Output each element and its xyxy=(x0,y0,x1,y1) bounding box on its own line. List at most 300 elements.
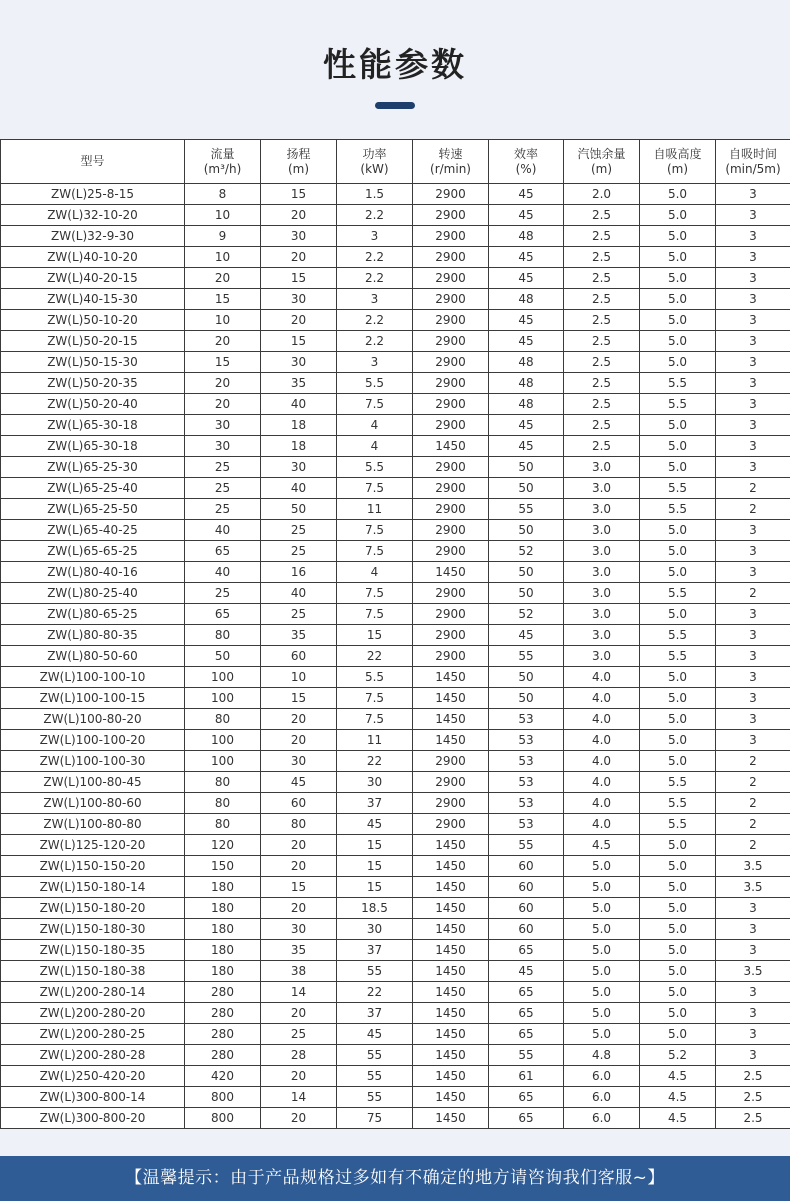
cell-flow: 15 xyxy=(185,352,261,373)
cell-suction-time: 2 xyxy=(716,478,790,499)
cell-suction-time: 3 xyxy=(716,373,790,394)
cell-efficiency: 65 xyxy=(489,1003,564,1024)
cell-model: ZW(L)200-280-20 xyxy=(1,1003,185,1024)
cell-power: 37 xyxy=(337,940,413,961)
cell-head: 30 xyxy=(261,289,337,310)
cell-model: ZW(L)65-25-40 xyxy=(1,478,185,499)
cell-power: 7.5 xyxy=(337,541,413,562)
cell-head: 20 xyxy=(261,205,337,226)
cell-head: 20 xyxy=(261,709,337,730)
cell-npsh: 4.0 xyxy=(564,751,640,772)
cell-suction-height: 4.5 xyxy=(640,1087,716,1108)
cell-speed: 2900 xyxy=(413,289,489,310)
cell-power: 55 xyxy=(337,1087,413,1108)
cell-npsh: 4.0 xyxy=(564,667,640,688)
cell-efficiency: 65 xyxy=(489,982,564,1003)
cell-flow: 180 xyxy=(185,961,261,982)
cell-flow: 280 xyxy=(185,1024,261,1045)
cell-suction-height: 5.5 xyxy=(640,814,716,835)
cell-suction-height: 4.5 xyxy=(640,1066,716,1087)
cell-head: 14 xyxy=(261,1087,337,1108)
table-row xyxy=(1,184,790,205)
cell-npsh: 6.0 xyxy=(564,1087,640,1108)
cell-suction-height: 5.0 xyxy=(640,268,716,289)
table-row xyxy=(1,919,790,940)
cell-efficiency: 55 xyxy=(489,1045,564,1066)
cell-speed: 2900 xyxy=(413,457,489,478)
cell-npsh: 3.0 xyxy=(564,646,640,667)
table-row xyxy=(1,1024,790,1045)
cell-npsh: 3.0 xyxy=(564,499,640,520)
cell-suction-height: 5.0 xyxy=(640,856,716,877)
cell-model: ZW(L)200-280-14 xyxy=(1,982,185,1003)
table-row xyxy=(1,982,790,1003)
cell-suction-time: 3 xyxy=(716,352,790,373)
cell-head: 20 xyxy=(261,1066,337,1087)
cell-head: 25 xyxy=(261,604,337,625)
cell-suction-height: 4.5 xyxy=(640,1108,716,1129)
cell-speed: 1450 xyxy=(413,1045,489,1066)
cell-power: 15 xyxy=(337,877,413,898)
cell-speed: 1450 xyxy=(413,898,489,919)
title-underline xyxy=(375,102,415,109)
header-flow: 流量 (m³/h) xyxy=(185,140,261,184)
cell-suction-time: 3 xyxy=(716,709,790,730)
cell-flow: 20 xyxy=(185,268,261,289)
cell-flow: 65 xyxy=(185,541,261,562)
cell-suction-height: 5.0 xyxy=(640,184,716,205)
cell-power: 4 xyxy=(337,415,413,436)
cell-power: 4 xyxy=(337,562,413,583)
cell-speed: 1450 xyxy=(413,982,489,1003)
cell-suction-time: 3 xyxy=(716,289,790,310)
table-row xyxy=(1,877,790,898)
cell-head: 20 xyxy=(261,1108,337,1129)
cell-model: ZW(L)32-9-30 xyxy=(1,226,185,247)
cell-suction-height: 5.0 xyxy=(640,247,716,268)
cell-npsh: 5.0 xyxy=(564,1003,640,1024)
cell-speed: 1450 xyxy=(413,1087,489,1108)
cell-head: 15 xyxy=(261,268,337,289)
cell-flow: 10 xyxy=(185,205,261,226)
cell-model: ZW(L)80-25-40 xyxy=(1,583,185,604)
cell-power: 7.5 xyxy=(337,604,413,625)
cell-efficiency: 48 xyxy=(489,289,564,310)
cell-head: 30 xyxy=(261,919,337,940)
cell-suction-time: 3.5 xyxy=(716,877,790,898)
header-suction-height: 自吸高度 (m) xyxy=(640,140,716,184)
cell-model: ZW(L)25-8-15 xyxy=(1,184,185,205)
table-row xyxy=(1,247,790,268)
cell-efficiency: 50 xyxy=(489,562,564,583)
cell-model: ZW(L)300-800-20 xyxy=(1,1108,185,1129)
cell-model: ZW(L)32-10-20 xyxy=(1,205,185,226)
cell-head: 18 xyxy=(261,436,337,457)
cell-power: 45 xyxy=(337,1024,413,1045)
table-row xyxy=(1,520,790,541)
cell-model: ZW(L)150-150-20 xyxy=(1,856,185,877)
cell-head: 60 xyxy=(261,793,337,814)
cell-efficiency: 45 xyxy=(489,961,564,982)
cell-suction-height: 5.5 xyxy=(640,394,716,415)
cell-suction-height: 5.0 xyxy=(640,289,716,310)
cell-npsh: 4.0 xyxy=(564,772,640,793)
cell-suction-time: 3 xyxy=(716,667,790,688)
cell-npsh: 6.0 xyxy=(564,1108,640,1129)
cell-model: ZW(L)100-80-45 xyxy=(1,772,185,793)
cell-power: 11 xyxy=(337,499,413,520)
table-row xyxy=(1,1003,790,1024)
cell-model: ZW(L)100-100-30 xyxy=(1,751,185,772)
cell-head: 35 xyxy=(261,373,337,394)
cell-head: 15 xyxy=(261,688,337,709)
cell-efficiency: 53 xyxy=(489,730,564,751)
cell-model: ZW(L)80-65-25 xyxy=(1,604,185,625)
cell-model: ZW(L)80-40-16 xyxy=(1,562,185,583)
cell-head: 30 xyxy=(261,226,337,247)
cell-model: ZW(L)150-180-38 xyxy=(1,961,185,982)
table-row xyxy=(1,310,790,331)
table-row xyxy=(1,646,790,667)
cell-speed: 2900 xyxy=(413,751,489,772)
cell-suction-time: 3 xyxy=(716,184,790,205)
cell-model: ZW(L)40-10-20 xyxy=(1,247,185,268)
cell-suction-height: 5.0 xyxy=(640,751,716,772)
cell-power: 22 xyxy=(337,982,413,1003)
table-row xyxy=(1,457,790,478)
cell-suction-height: 5.0 xyxy=(640,730,716,751)
cell-suction-time: 3 xyxy=(716,1045,790,1066)
cell-power: 15 xyxy=(337,856,413,877)
cell-npsh: 5.0 xyxy=(564,961,640,982)
cell-suction-height: 5.5 xyxy=(640,772,716,793)
cell-flow: 20 xyxy=(185,331,261,352)
cell-model: ZW(L)100-100-10 xyxy=(1,667,185,688)
cell-efficiency: 53 xyxy=(489,772,564,793)
cell-suction-time: 3 xyxy=(716,415,790,436)
cell-flow: 150 xyxy=(185,856,261,877)
cell-speed: 2900 xyxy=(413,226,489,247)
header-model: 型号 xyxy=(1,140,185,184)
cell-speed: 2900 xyxy=(413,247,489,268)
cell-model: ZW(L)65-30-18 xyxy=(1,415,185,436)
cell-npsh: 2.5 xyxy=(564,310,640,331)
cell-model: ZW(L)50-10-20 xyxy=(1,310,185,331)
cell-power: 1.5 xyxy=(337,184,413,205)
cell-flow: 80 xyxy=(185,772,261,793)
cell-npsh: 5.0 xyxy=(564,982,640,1003)
cell-flow: 8 xyxy=(185,184,261,205)
cell-speed: 2900 xyxy=(413,520,489,541)
cell-npsh: 3.0 xyxy=(564,478,640,499)
table-row xyxy=(1,1066,790,1087)
cell-efficiency: 45 xyxy=(489,331,564,352)
cell-power: 5.5 xyxy=(337,667,413,688)
cell-power: 22 xyxy=(337,646,413,667)
cell-npsh: 2.5 xyxy=(564,352,640,373)
cell-suction-height: 5.0 xyxy=(640,352,716,373)
cell-flow: 280 xyxy=(185,1003,261,1024)
table-row xyxy=(1,268,790,289)
cell-model: ZW(L)150-180-30 xyxy=(1,919,185,940)
cell-flow: 25 xyxy=(185,457,261,478)
cell-speed: 1450 xyxy=(413,1108,489,1129)
cell-power: 2.2 xyxy=(337,268,413,289)
table-row xyxy=(1,625,790,646)
cell-speed: 2900 xyxy=(413,499,489,520)
cell-flow: 80 xyxy=(185,625,261,646)
cell-efficiency: 55 xyxy=(489,835,564,856)
cell-flow: 180 xyxy=(185,877,261,898)
cell-model: ZW(L)150-180-35 xyxy=(1,940,185,961)
cell-npsh: 4.8 xyxy=(564,1045,640,1066)
cell-suction-time: 3 xyxy=(716,436,790,457)
cell-model: ZW(L)65-30-18 xyxy=(1,436,185,457)
header-suction-time: 自吸时间 (min/5m) xyxy=(716,140,790,184)
cell-flow: 10 xyxy=(185,310,261,331)
cell-head: 40 xyxy=(261,583,337,604)
cell-power: 2.2 xyxy=(337,331,413,352)
cell-power: 5.5 xyxy=(337,373,413,394)
cell-npsh: 3.0 xyxy=(564,625,640,646)
table-row xyxy=(1,814,790,835)
cell-flow: 800 xyxy=(185,1087,261,1108)
cell-suction-time: 2 xyxy=(716,499,790,520)
cell-suction-height: 5.0 xyxy=(640,562,716,583)
cell-speed: 2900 xyxy=(413,604,489,625)
cell-power: 75 xyxy=(337,1108,413,1129)
cell-efficiency: 55 xyxy=(489,646,564,667)
cell-flow: 180 xyxy=(185,919,261,940)
cell-suction-height: 5.0 xyxy=(640,331,716,352)
cell-speed: 1450 xyxy=(413,562,489,583)
cell-suction-height: 5.5 xyxy=(640,625,716,646)
cell-flow: 100 xyxy=(185,688,261,709)
cell-npsh: 3.0 xyxy=(564,457,640,478)
cell-model: ZW(L)125-120-20 xyxy=(1,835,185,856)
cell-power: 3 xyxy=(337,352,413,373)
cell-head: 35 xyxy=(261,625,337,646)
cell-flow: 15 xyxy=(185,289,261,310)
cell-speed: 2900 xyxy=(413,373,489,394)
table-header-row xyxy=(1,140,790,184)
cell-suction-height: 5.0 xyxy=(640,1024,716,1045)
cell-speed: 2900 xyxy=(413,205,489,226)
cell-npsh: 2.5 xyxy=(564,289,640,310)
cell-efficiency: 65 xyxy=(489,1087,564,1108)
cell-suction-height: 5.0 xyxy=(640,436,716,457)
cell-head: 25 xyxy=(261,1024,337,1045)
page-title: 性能参数 xyxy=(323,45,467,84)
cell-model: ZW(L)65-65-25 xyxy=(1,541,185,562)
cell-flow: 280 xyxy=(185,982,261,1003)
cell-npsh: 2.5 xyxy=(564,247,640,268)
cell-npsh: 5.0 xyxy=(564,1024,640,1045)
cell-speed: 2900 xyxy=(413,352,489,373)
cell-suction-height: 5.0 xyxy=(640,310,716,331)
cell-suction-time: 3 xyxy=(716,730,790,751)
table-row xyxy=(1,436,790,457)
cell-power: 18.5 xyxy=(337,898,413,919)
cell-model: ZW(L)50-20-35 xyxy=(1,373,185,394)
cell-speed: 1450 xyxy=(413,1066,489,1087)
cell-suction-time: 3 xyxy=(716,226,790,247)
cell-suction-time: 3 xyxy=(716,562,790,583)
cell-npsh: 5.0 xyxy=(564,856,640,877)
cell-efficiency: 50 xyxy=(489,667,564,688)
table-row xyxy=(1,1045,790,1066)
cell-suction-time: 2.5 xyxy=(716,1087,790,1108)
cell-suction-time: 3 xyxy=(716,625,790,646)
cell-npsh: 3.0 xyxy=(564,562,640,583)
table-row xyxy=(1,583,790,604)
cell-flow: 65 xyxy=(185,604,261,625)
cell-power: 15 xyxy=(337,835,413,856)
cell-npsh: 4.5 xyxy=(564,835,640,856)
cell-flow: 30 xyxy=(185,436,261,457)
cell-power: 3 xyxy=(337,289,413,310)
cell-power: 2.2 xyxy=(337,205,413,226)
cell-efficiency: 50 xyxy=(489,457,564,478)
cell-suction-time: 2 xyxy=(716,583,790,604)
cell-suction-height: 5.2 xyxy=(640,1045,716,1066)
cell-head: 20 xyxy=(261,856,337,877)
cell-head: 15 xyxy=(261,331,337,352)
cell-suction-time: 2.5 xyxy=(716,1066,790,1087)
cell-flow: 120 xyxy=(185,835,261,856)
cell-power: 2.2 xyxy=(337,310,413,331)
cell-efficiency: 60 xyxy=(489,898,564,919)
cell-flow: 80 xyxy=(185,793,261,814)
cell-suction-height: 5.0 xyxy=(640,226,716,247)
cell-npsh: 5.0 xyxy=(564,898,640,919)
cell-head: 30 xyxy=(261,352,337,373)
cell-suction-time: 3.5 xyxy=(716,856,790,877)
cell-npsh: 2.5 xyxy=(564,268,640,289)
cell-npsh: 2.5 xyxy=(564,205,640,226)
cell-suction-time: 3 xyxy=(716,940,790,961)
table-row xyxy=(1,562,790,583)
cell-efficiency: 60 xyxy=(489,856,564,877)
cell-model: ZW(L)200-280-28 xyxy=(1,1045,185,1066)
table-row xyxy=(1,856,790,877)
cell-suction-height: 5.0 xyxy=(640,667,716,688)
cell-suction-time: 2.5 xyxy=(716,1108,790,1129)
table-row xyxy=(1,373,790,394)
cell-speed: 1450 xyxy=(413,730,489,751)
cell-suction-height: 5.0 xyxy=(640,835,716,856)
table-row xyxy=(1,499,790,520)
cell-suction-height: 5.0 xyxy=(640,457,716,478)
cell-efficiency: 52 xyxy=(489,541,564,562)
cell-head: 28 xyxy=(261,1045,337,1066)
cell-head: 25 xyxy=(261,541,337,562)
header-power: 功率 (kW) xyxy=(337,140,413,184)
cell-suction-height: 5.0 xyxy=(640,541,716,562)
cell-suction-time: 2 xyxy=(716,751,790,772)
cell-speed: 1450 xyxy=(413,1003,489,1024)
cell-model: ZW(L)65-25-30 xyxy=(1,457,185,478)
cell-npsh: 2.0 xyxy=(564,184,640,205)
header-efficiency: 效率 (%) xyxy=(489,140,564,184)
cell-model: ZW(L)100-100-20 xyxy=(1,730,185,751)
cell-speed: 1450 xyxy=(413,877,489,898)
cell-npsh: 2.5 xyxy=(564,226,640,247)
cell-npsh: 2.5 xyxy=(564,394,640,415)
table-row xyxy=(1,772,790,793)
cell-model: ZW(L)100-80-60 xyxy=(1,793,185,814)
cell-npsh: 4.0 xyxy=(564,688,640,709)
cell-speed: 1450 xyxy=(413,940,489,961)
table-row xyxy=(1,394,790,415)
cell-npsh: 3.0 xyxy=(564,520,640,541)
cell-efficiency: 53 xyxy=(489,814,564,835)
cell-efficiency: 50 xyxy=(489,478,564,499)
cell-efficiency: 65 xyxy=(489,1024,564,1045)
cell-head: 16 xyxy=(261,562,337,583)
cell-head: 14 xyxy=(261,982,337,1003)
cell-suction-time: 3 xyxy=(716,520,790,541)
cell-power: 37 xyxy=(337,1003,413,1024)
cell-model: ZW(L)100-80-80 xyxy=(1,814,185,835)
cell-suction-time: 3 xyxy=(716,604,790,625)
cell-speed: 1450 xyxy=(413,835,489,856)
cell-head: 38 xyxy=(261,961,337,982)
cell-head: 15 xyxy=(261,184,337,205)
table-row xyxy=(1,289,790,310)
cell-speed: 2900 xyxy=(413,625,489,646)
cell-speed: 2900 xyxy=(413,583,489,604)
cell-model: ZW(L)40-20-15 xyxy=(1,268,185,289)
table-row xyxy=(1,478,790,499)
cell-power: 11 xyxy=(337,730,413,751)
cell-model: ZW(L)150-180-14 xyxy=(1,877,185,898)
cell-power: 45 xyxy=(337,814,413,835)
cell-model: ZW(L)40-15-30 xyxy=(1,289,185,310)
cell-model: ZW(L)50-20-15 xyxy=(1,331,185,352)
cell-speed: 2900 xyxy=(413,415,489,436)
cell-model: ZW(L)200-280-25 xyxy=(1,1024,185,1045)
cell-power: 7.5 xyxy=(337,394,413,415)
cell-npsh: 4.0 xyxy=(564,814,640,835)
spec-table-container xyxy=(0,139,790,1129)
cell-power: 2.2 xyxy=(337,247,413,268)
cell-efficiency: 45 xyxy=(489,625,564,646)
cell-npsh: 2.5 xyxy=(564,436,640,457)
cell-npsh: 3.0 xyxy=(564,541,640,562)
cell-flow: 100 xyxy=(185,667,261,688)
cell-head: 20 xyxy=(261,898,337,919)
cell-power: 7.5 xyxy=(337,688,413,709)
cell-power: 22 xyxy=(337,751,413,772)
cell-power: 3 xyxy=(337,226,413,247)
cell-efficiency: 48 xyxy=(489,226,564,247)
cell-npsh: 2.5 xyxy=(564,373,640,394)
cell-npsh: 5.0 xyxy=(564,940,640,961)
cell-suction-height: 5.0 xyxy=(640,1003,716,1024)
cell-efficiency: 60 xyxy=(489,919,564,940)
cell-speed: 1450 xyxy=(413,919,489,940)
cell-flow: 20 xyxy=(185,394,261,415)
cell-suction-height: 5.0 xyxy=(640,709,716,730)
cell-flow: 800 xyxy=(185,1108,261,1129)
cell-efficiency: 45 xyxy=(489,247,564,268)
cell-efficiency: 55 xyxy=(489,499,564,520)
cell-power: 30 xyxy=(337,772,413,793)
cell-suction-time: 3 xyxy=(716,331,790,352)
cell-flow: 25 xyxy=(185,499,261,520)
cell-speed: 2900 xyxy=(413,268,489,289)
